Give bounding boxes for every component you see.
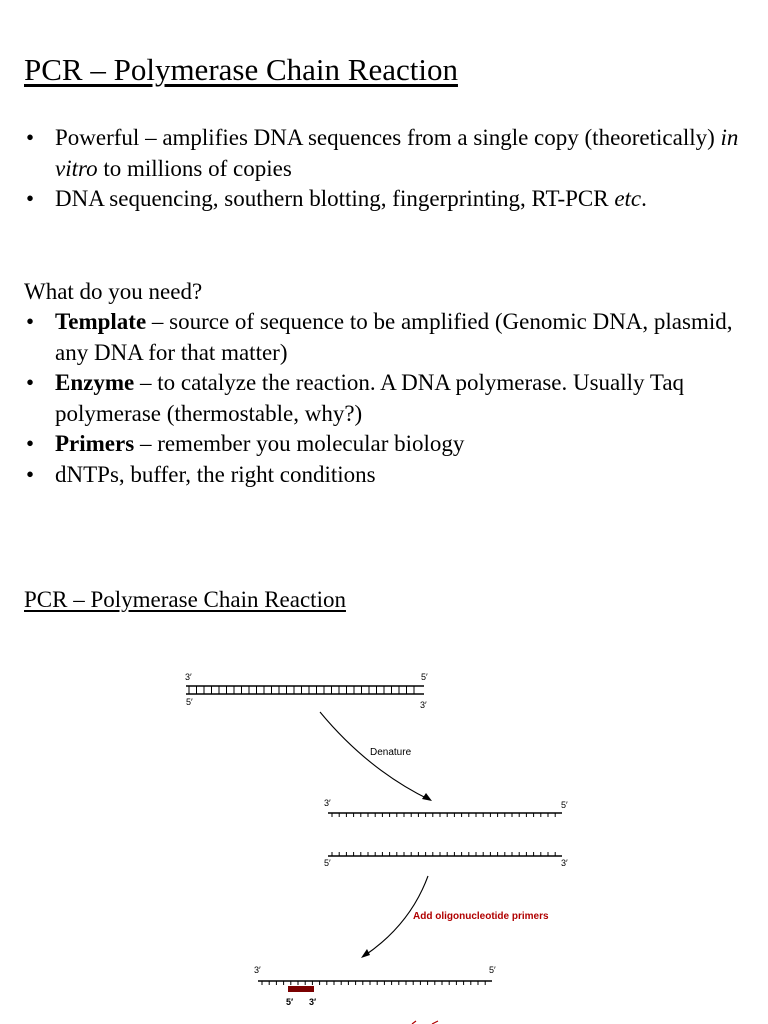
- strand-end-label: 3′: [254, 965, 261, 975]
- strand-end-label: 5′: [186, 697, 193, 707]
- strand-end-label: 3′: [420, 700, 427, 710]
- single-strand-bottom: [324, 852, 568, 868]
- primer-end-label: 5′: [286, 997, 294, 1007]
- strand-end-label: 5′: [489, 965, 496, 975]
- primer-end-label: 3′: [309, 997, 317, 1007]
- page-title: PCR – Polymerase Chain Reaction: [24, 52, 458, 87]
- question-text: What do you need?: [24, 279, 203, 304]
- add-primers-arrow: [361, 876, 549, 958]
- requirement-item-reagents: • dNTPs, buffer, the right conditions: [24, 460, 744, 491]
- primer-block: [288, 986, 314, 992]
- add-primers-label: Add oligonucleotide primers: [413, 911, 549, 922]
- strand-end-label: 5′: [324, 858, 331, 868]
- intro-bullet: • DNA sequencing, southern blotting, fingerprinting, RT-PCR etc.: [24, 184, 744, 215]
- requirement-item-primers: • Primers – remember you molecular biology: [24, 429, 744, 460]
- strand-end-label: 5′: [421, 672, 428, 682]
- intro-bullet: • Powerful – amplifies DNA sequences from a single copy (theoretically) in vitro to millions of copies: [24, 123, 744, 184]
- denature-label: Denature: [370, 747, 412, 758]
- denature-arrow: [320, 712, 432, 801]
- section-subtitle: PCR – Polymerase Chain Reaction: [24, 587, 346, 612]
- primed-strand: [254, 965, 496, 1007]
- strand-end-label: 5′: [561, 800, 568, 810]
- double-strand-dna: [185, 672, 428, 710]
- requirement-item-enzyme: • Enzyme – to catalyze the reaction. A DNA polymerase. Usually Taq polymerase (thermostable, why?): [24, 368, 744, 429]
- strand-end-label: 3′: [561, 858, 568, 868]
- strand-end-label: 3′: [324, 798, 331, 808]
- strand-end-label: 3′: [185, 672, 192, 682]
- single-strand-top: [324, 798, 568, 817]
- requirement-item-template: • Template – source of sequence to be amplified (Genomic DNA, plasmid, any DNA for that matter): [24, 307, 744, 368]
